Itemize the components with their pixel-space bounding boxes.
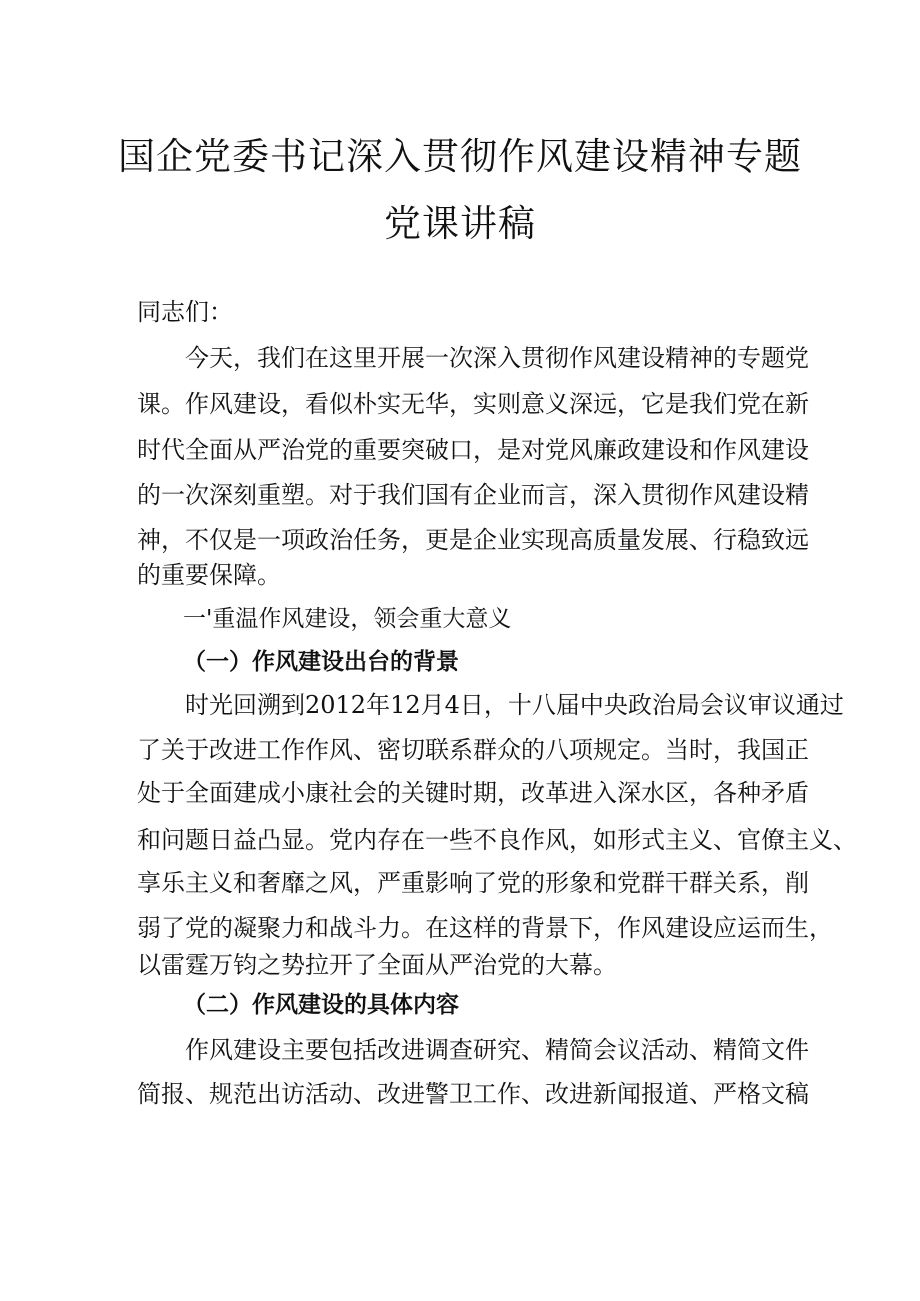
document-title-line-2: 党课讲稿	[384, 202, 536, 245]
subsection-1-line-7: 以雷霆万钧之势拉开了全面从严治党的大幕。	[137, 951, 617, 979]
subsection-1-line-1: 时光回溯到2012年12月4日，十八届中央政治局会议审议通过	[185, 691, 844, 719]
section-1-heading: 一'重温作风建设，领会重大意义	[183, 606, 512, 632]
subsection-1-line-3: 处于全面建成小康社会的关键时期，改革进入深水区，各种矛盾	[137, 779, 809, 807]
intro-line-1: 今天，我们在这里开展一次深入贯彻作风建设精神的专题党	[185, 344, 809, 372]
document-title-line-1: 国企党委书记深入贯彻作风建设精神专题	[118, 135, 802, 178]
subsection-2-line-1: 作风建设主要包括改进调查研究、精简会议活动、精简文件	[185, 1036, 809, 1064]
subsection-1-line-6: 弱了党的凝聚力和战斗力。在这样的背景下，作风建设应运而生，	[137, 914, 833, 942]
subsection-1-line-5: 享乐主义和奢靡之风，严重影响了党的形象和党群干群关系，削	[137, 869, 809, 897]
subsection-2-heading: （二）作风建设的具体内容	[183, 992, 459, 1018]
intro-line-3: 时代全面从严治党的重要突破口，是对党风廉政建设和作风建设	[137, 436, 809, 464]
intro-line-4: 的一次深刻重塑。对于我们国有企业而言，深入贯彻作风建设精	[137, 481, 809, 509]
subsection-1-line-2: 了关于改进工作作风、密切联系群众的八项规定。当时，我国正	[137, 736, 809, 764]
salutation: 同志们：	[137, 298, 233, 326]
subsection-2-line-2: 简报、规范出访活动、改进警卫工作、改进新闻报道、严格文稿	[137, 1080, 809, 1108]
subsection-1-heading: （一）作风建设出台的背景	[183, 649, 459, 675]
intro-line-2: 课。作风建设，看似朴实无华，实则意义深远，它是我们党在新	[137, 390, 809, 418]
subsection-1-line-4: 和问题日益凸显。党内存在一些不良作风，如形式主义、官僚主义、	[137, 826, 857, 854]
intro-line-5: 神，不仅是一项政治任务，更是企业实现高质量发展、行稳致远	[137, 526, 809, 554]
intro-line-6: 的重要保障。	[137, 561, 281, 589]
